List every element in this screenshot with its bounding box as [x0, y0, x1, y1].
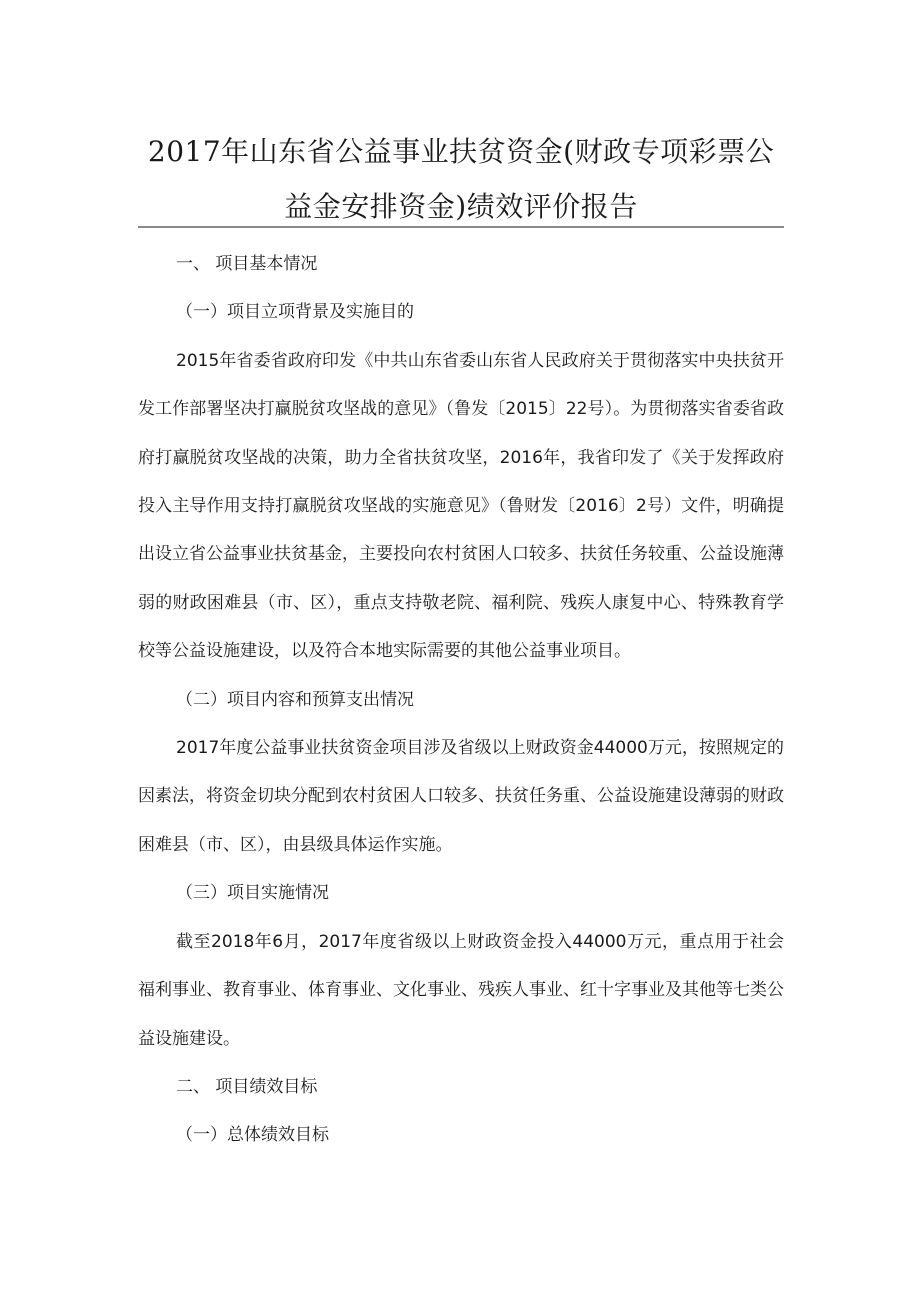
- section-heading: 一、 项目基本情况: [176, 254, 318, 274]
- body-paragraph: 2017年度公益事业扶贫资金项目涉及省级以上财政资金44000万元，按照规定的因素法，将资金切块分配到农村贫困人口较多、扶贫任务重、公益设施建设薄弱的财政困难县（市、区），由县级具体运作实施。: [138, 738, 784, 855]
- body-paragraph: 2015年省委省政府印发《中共山东省委山东省人民政府关于贯彻落实中央扶贫开发工作部署坚决打赢脱贫攻坚战的意见》（鲁发〔2015〕22号）。为贯彻落实省委省政府打赢脱贫攻坚战的决策，助力全省扶贫攻坚，2016年，我省印发了《关于发挥政府投入主导作用支持打赢脱贫攻坚战的实施意见》（鲁财发〔2016〕2号）文件，明确提出设立省公益事业扶贫基金，主要投向农村贫困人口较多、扶贫任务较重、公益设施薄弱的财政困难县（市、区），重点支持敬老院、福利院、残疾人康复中心、特殊教育学校等公益设施建设，以及符合本地实际需要的其他公益事业项目。: [138, 350, 784, 662]
- document-title: 2017年山东省公益事业扶贫资金(财政专项彩票公益金安排资金)绩效评价报告: [147, 135, 775, 223]
- section-heading: 二、 项目绩效目标: [176, 1076, 318, 1097]
- subsection-heading: （三）项目实施情况: [176, 883, 329, 904]
- subsection-heading: （二）项目内容和预算支出情况: [176, 689, 414, 710]
- title-divider: [138, 226, 784, 228]
- body-paragraph: 截至2018年6月，2017年度省级以上财政资金投入44000万元，重点用于社会福利事业、教育事业、体育事业、文化事业、残疾人事业、红十字事业及其他等七类公益设施建设。: [138, 931, 784, 1049]
- document-body: [138, 240, 784, 1160]
- subsection-heading: （一）总体绩效目标: [176, 1125, 329, 1146]
- subsection-heading: （一）项目立项背景及实施目的: [176, 302, 414, 323]
